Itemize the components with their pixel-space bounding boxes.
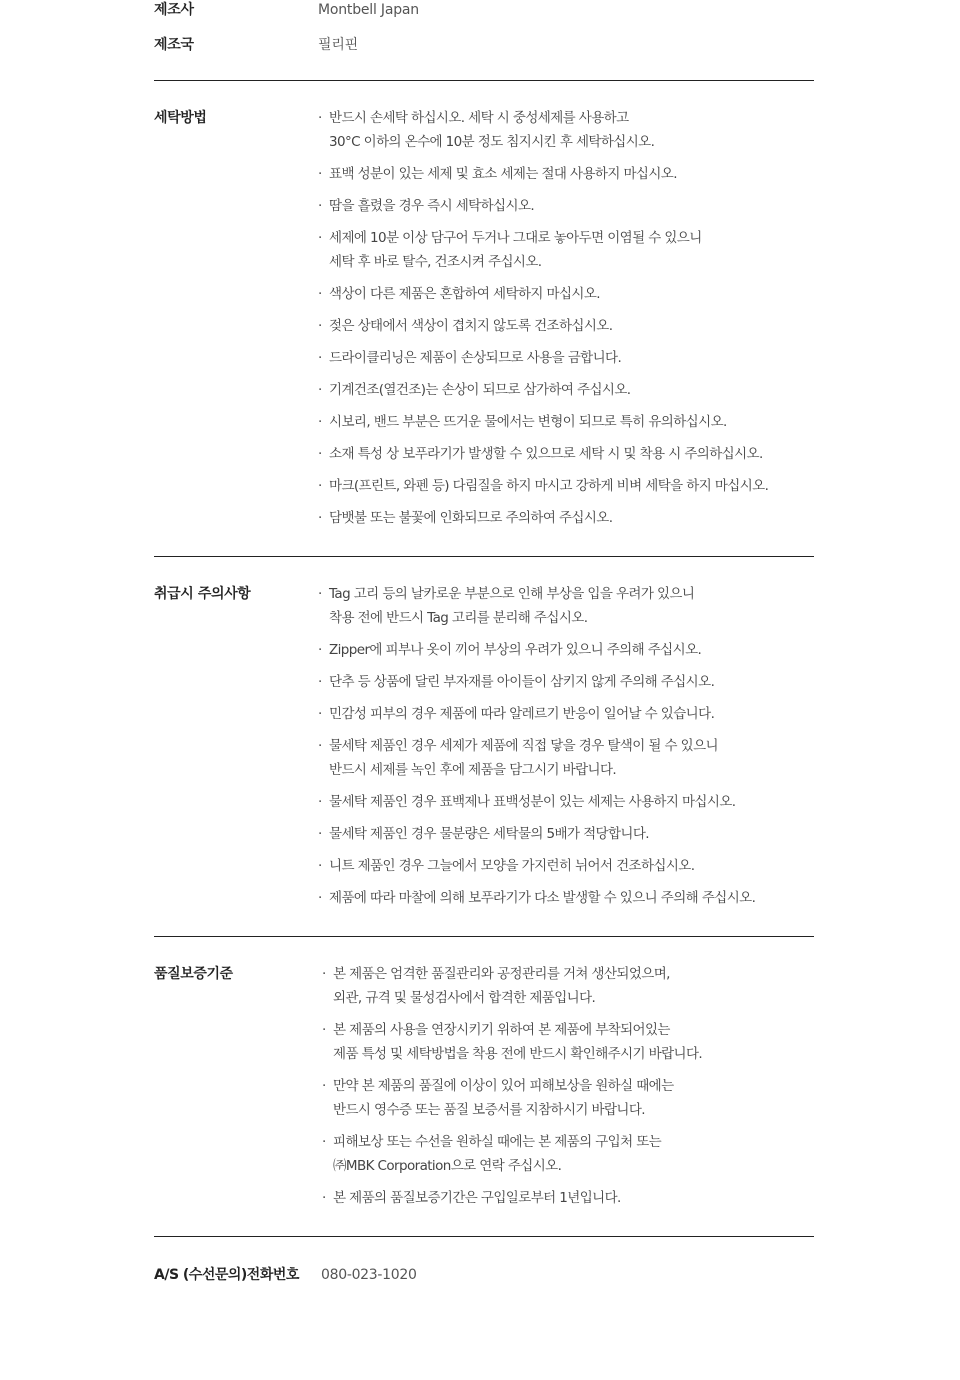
list-item [318, 226, 818, 274]
list-item-line: · 민감성 피부의 경우 제품에 따라 알레르기 반응이 일어날 수 있습니다. [329, 706, 715, 722]
list-item-line: · 물세탁 제품인 경우 세제가 제품에 직접 닿을 경우 탈색이 될 수 있으니 [329, 738, 718, 754]
list-item-line: · 제품에 따라 마찰에 의해 보푸라기가 다소 발생할 수 있으니 주의해 주십시오. [329, 890, 756, 906]
list-item-line: · 마크(프린트, 와펜 등) 다림질을 하지 마시고 강하게 비벼 세탁을 하지 마십시오. [329, 478, 769, 494]
list-item [318, 442, 818, 466]
list-item-line: · 세제에 10분 이상 담구어 두거나 그대로 놓아두면 이염될 수 있으니 [329, 230, 702, 246]
list-item [318, 346, 818, 370]
list-item [322, 1074, 822, 1122]
list-item-line: · 본 제품은 엄격한 품질관리와 공정관리를 거쳐 생산되었으며, [333, 966, 670, 982]
list-item [318, 410, 818, 434]
list-item-line: · 만약 본 제품의 품질에 이상이 있어 피해보상을 원하실 때에는 [333, 1078, 674, 1094]
list-item [322, 1130, 822, 1178]
list-item [318, 582, 818, 630]
as-phone-label: A/S (수선문의)전화번호 [154, 1267, 299, 1283]
list-item-line: · 물세탁 제품인 경우 물분량은 세탁물의 5배가 적당합니다. [329, 826, 649, 842]
as-row [154, 1265, 814, 1287]
manufacturer-label: 제조사 [154, 2, 194, 18]
washing-title: 세탁방법 [154, 110, 207, 126]
handling-list [318, 582, 818, 918]
list-item-line: · 물세탁 제품인 경우 표백제나 표백성분이 있는 세제는 사용하지 마십시오. [329, 794, 736, 810]
list-item-line: · 색상이 다른 제품은 혼합하여 세탁하지 마십시오. [329, 286, 600, 302]
list-item-line: 제품 특성 및 세탁방법을 착용 전에 반드시 확인해주시기 바랍니다. [333, 1046, 703, 1062]
list-item-line: · Zipper에 피부나 옷이 끼어 부상의 우려가 있으니 주의해 주십시오. [329, 642, 702, 658]
list-item [318, 822, 818, 846]
manufacturer-value: Montbell Japan [318, 2, 419, 18]
list-item-line: 반드시 영수증 또는 품질 보증서를 지참하시기 바랍니다. [333, 1102, 645, 1118]
list-item-line: · 기계건조(열건조)는 손상이 되므로 삼가하여 주십시오. [329, 382, 631, 398]
list-item [318, 378, 818, 402]
list-item-line: · 땀을 흘렸을 경우 즉시 세탁하십시오. [329, 198, 535, 214]
origin-row [154, 35, 814, 57]
quality-title: 품질보증기준 [154, 966, 233, 982]
handling-title: 취급시 주의사항 [154, 586, 251, 602]
list-item-line: · 소재 특성 상 보푸라기가 발생할 수 있으므로 세탁 시 및 착용 시 주의하십시오. [329, 446, 763, 462]
list-item [318, 106, 818, 154]
list-item [318, 854, 818, 878]
divider [154, 80, 814, 81]
washing-list [318, 106, 818, 538]
list-item [318, 314, 818, 338]
manufacturer-row [154, 0, 814, 22]
list-item-line: · 시보리, 밴드 부분은 뜨거운 물에서는 변형이 되므로 특히 유의하십시오. [329, 414, 727, 430]
list-item-line: · 본 제품의 품질보증기간은 구입일로부터 1년입니다. [333, 1190, 621, 1206]
list-item-line: · 단추 등 상품에 달린 부자재를 아이들이 삼키지 않게 주의해 주십시오. [329, 674, 715, 690]
list-item-line: · 본 제품의 사용을 연장시키기 위하여 본 제품에 부착되어있는 [333, 1022, 670, 1038]
list-item [322, 1018, 822, 1066]
list-item-line: · 피해보상 또는 수선을 원하실 때에는 본 제품의 구입처 또는 [333, 1134, 662, 1150]
list-item [318, 282, 818, 306]
list-item [318, 790, 818, 814]
list-item [318, 506, 818, 530]
list-item [318, 194, 818, 218]
origin-value: 필리핀 [318, 37, 358, 53]
list-item-line: 세탁 후 바로 탈수, 건조시켜 주십시오. [329, 254, 542, 270]
list-item [318, 638, 818, 662]
list-item [318, 702, 818, 726]
as-phone-value: 080-023-1020 [321, 1267, 417, 1283]
list-item-line: · 반드시 손세탁 하십시오. 세탁 시 중성세제를 사용하고 [329, 110, 629, 126]
list-item [318, 162, 818, 186]
list-item-line: 착용 전에 반드시 Tag 고리를 분리해 주십시오. [329, 610, 588, 626]
list-item-line: · 표백 성분이 있는 세제 및 효소 세제는 절대 사용하지 마십시오. [329, 166, 677, 182]
origin-label: 제조국 [154, 37, 194, 53]
list-item [318, 886, 818, 910]
list-item-line: · 니트 제품인 경우 그늘에서 모양을 가지런히 뉘어서 건조하십시오. [329, 858, 695, 874]
list-item-line: · 드라이클리닝은 제품이 손상되므로 사용을 금합니다. [329, 350, 622, 366]
list-item [318, 474, 818, 498]
quality-list [322, 962, 822, 1218]
list-item-line: · 젖은 상태에서 색상이 겹치지 않도록 건조하십시오. [329, 318, 613, 334]
list-item-line: · 담뱃불 또는 불꽃에 인화되므로 주의하여 주십시오. [329, 510, 613, 526]
list-item [318, 670, 818, 694]
list-item-line: 30°C 이하의 온수에 10분 정도 침지시킨 후 세탁하십시오. [329, 134, 655, 150]
divider [154, 1236, 814, 1237]
list-item-line: 외관, 규격 및 물성검사에서 합격한 제품입니다. [333, 990, 596, 1006]
list-item [322, 962, 822, 1010]
list-item-line: ㈜MBK Corporation으로 연락 주십시오. [333, 1158, 562, 1174]
divider [154, 556, 814, 557]
divider [154, 936, 814, 937]
list-item [318, 734, 818, 782]
list-item-line: · Tag 고리 등의 날카로운 부분으로 인해 부상을 입을 우려가 있으니 [329, 586, 695, 602]
list-item-line: 반드시 세제를 녹인 후에 제품을 담그시기 바랍니다. [329, 762, 617, 778]
list-item [322, 1186, 822, 1210]
